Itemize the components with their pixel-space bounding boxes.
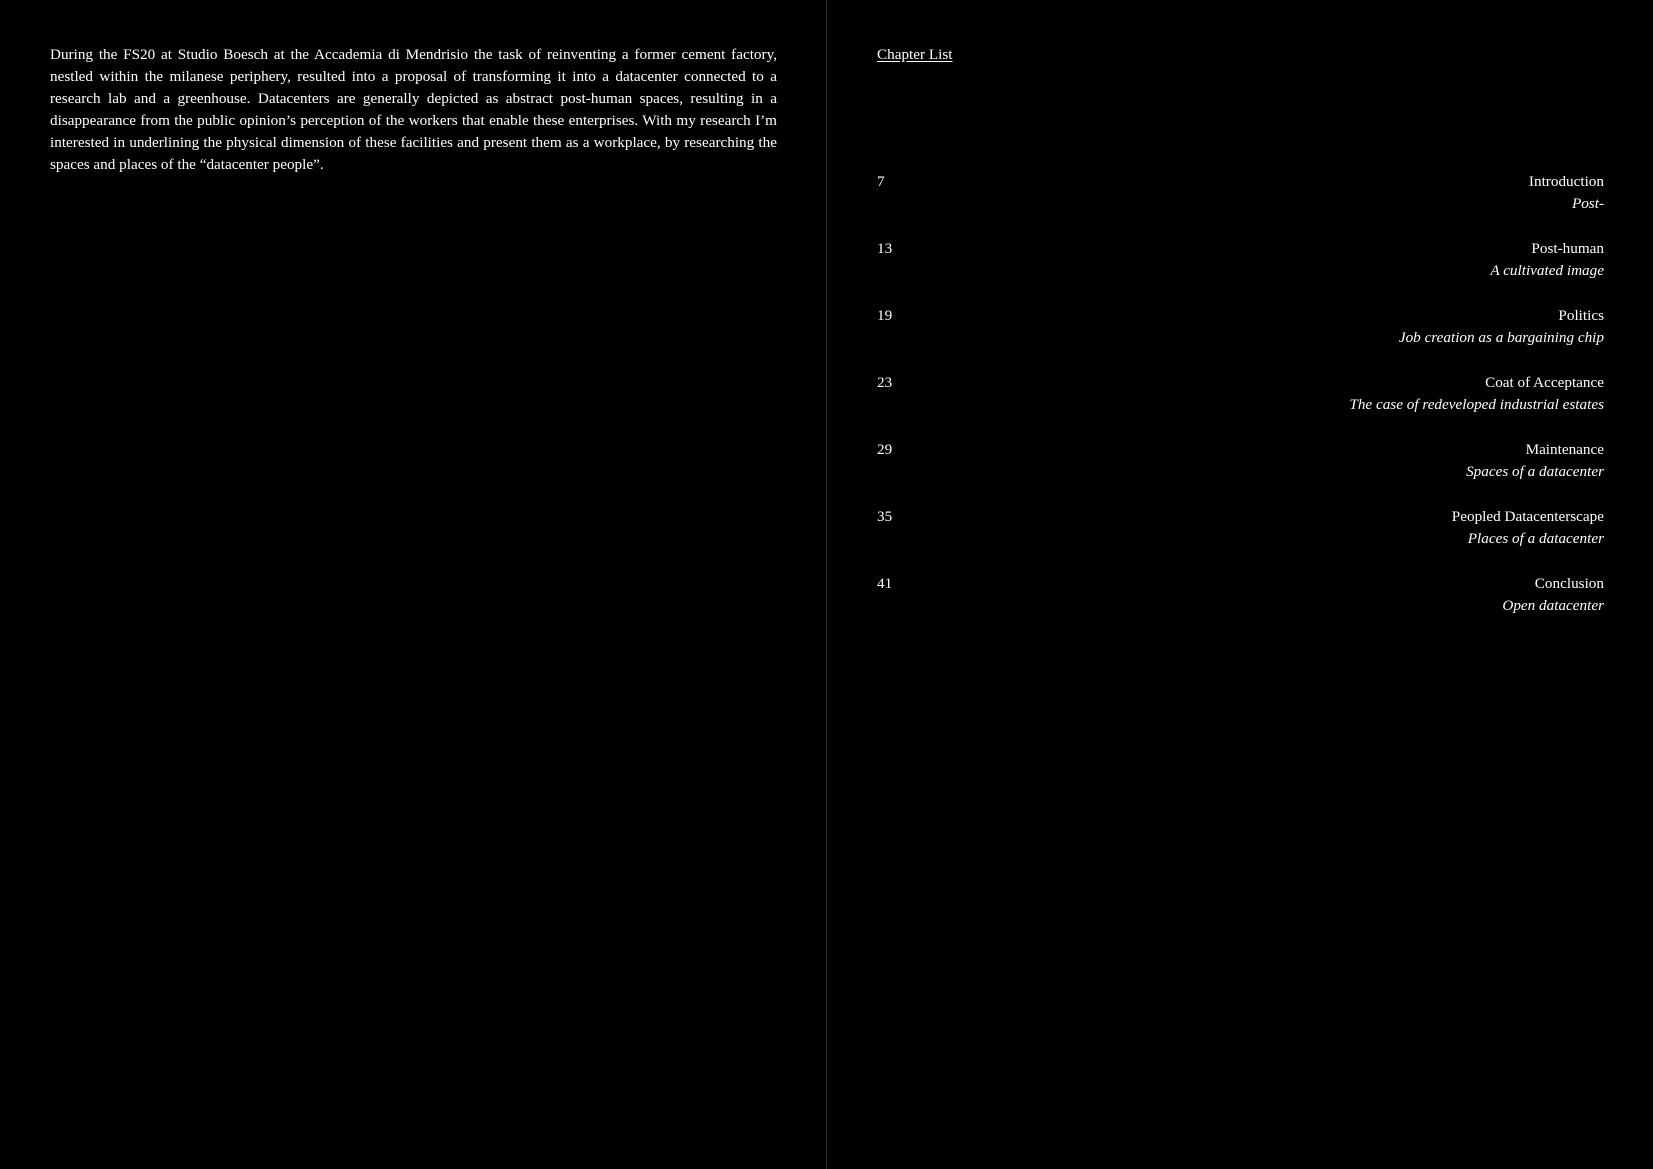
toc-page-number: 41 (877, 575, 893, 592)
toc-entry-peopled-datacenterscape[interactable] (877, 506, 1604, 573)
toc-chapter-subtitle: Job creation as a bargaining chip (1398, 329, 1604, 346)
toc-entry-coat-of-acceptance[interactable] (877, 372, 1604, 439)
table-of-contents (877, 171, 1604, 640)
toc-chapter-subtitle: Places of a datacenter (1467, 530, 1604, 547)
intro-paragraph: During the FS20 at Studio Boesch at the Accademia di Mendrisio the task of reinventing a former cement factory, nestled within the milanese periphery, resulted into a proposal of transforming it into a datacenter connected to a research lab and a greenhouse. Datacenters are generally depicted as abstract post-human spaces, resulting in a disappearance from the public opinion’s perception of the workers that enable these enterprises. With my research I’m interested in underlining the physical dimension of these facilities and present them as a workplace, by researching the spaces and places of the “datacenter people”. (50, 46, 777, 173)
toc-chapter-subtitle: Spaces of a datacenter (1466, 463, 1604, 480)
toc-page-number: 13 (877, 240, 893, 257)
toc-entry-maintenance[interactable] (877, 439, 1604, 506)
toc-chapter-subtitle: Post- (1571, 195, 1604, 212)
right-page (827, 0, 1653, 1169)
toc-page-number: 19 (877, 307, 893, 324)
toc-entry-conclusion[interactable] (877, 573, 1604, 640)
toc-entry-politics[interactable] (877, 305, 1604, 372)
toc-chapter-subtitle: The case of redeveloped industrial estates (1349, 396, 1604, 413)
toc-chapter-title: Conclusion (1534, 575, 1604, 592)
toc-entry-post-human[interactable] (877, 238, 1604, 305)
toc-chapter-title: Maintenance (1525, 441, 1604, 458)
left-page (0, 0, 826, 1169)
toc-chapter-subtitle: A cultivated image (1490, 262, 1604, 279)
toc-chapter-title: Coat of Acceptance (1485, 374, 1604, 391)
toc-page-number: 35 (877, 508, 893, 525)
toc-page-number: 23 (877, 374, 893, 391)
toc-chapter-title: Introduction (1528, 173, 1604, 190)
toc-entry-introduction[interactable] (877, 171, 1604, 238)
toc-chapter-title: Peopled Datacenterscape (1451, 508, 1604, 525)
chapter-list-title[interactable]: Chapter List (877, 46, 953, 63)
toc-page-number: 29 (877, 441, 893, 458)
toc-chapter-title: Politics (1558, 307, 1604, 324)
toc-chapter-title: Post-human (1531, 240, 1604, 257)
toc-chapter-subtitle: Open datacenter (1502, 597, 1604, 614)
toc-page-number: 7 (877, 173, 885, 190)
